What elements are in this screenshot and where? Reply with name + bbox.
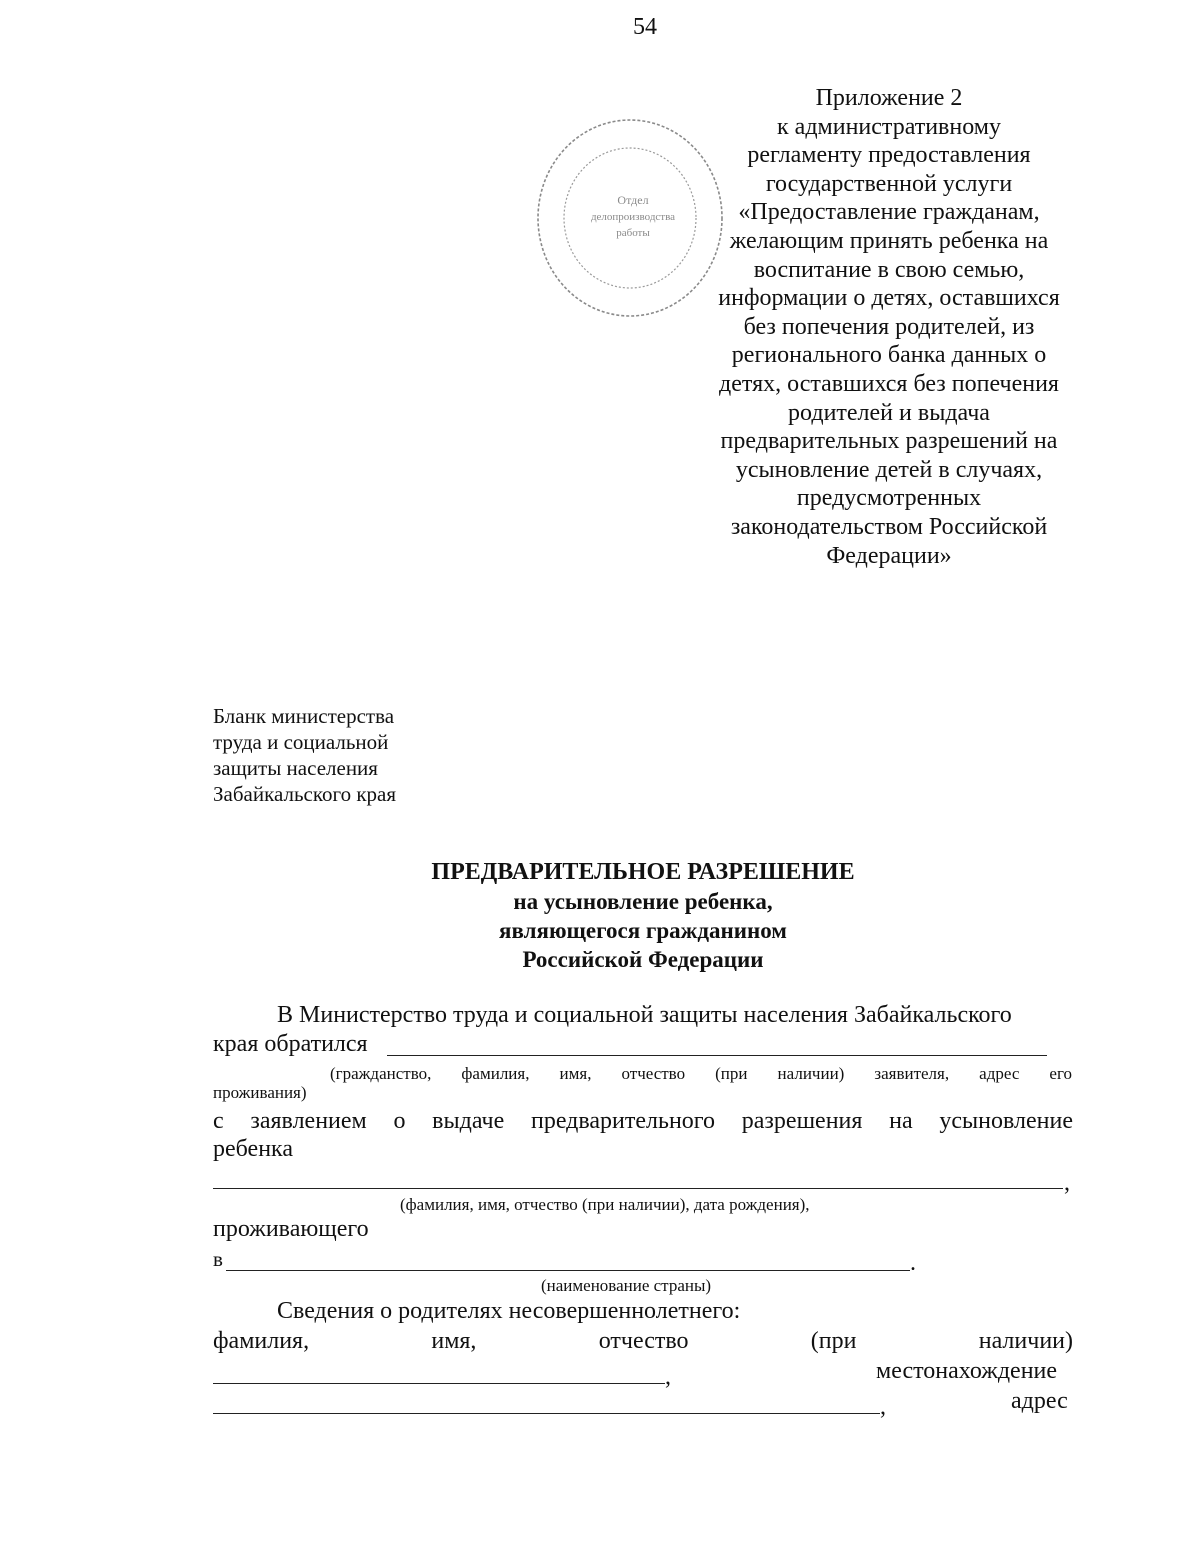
appendix-line-2: к административному [777,113,1001,140]
title-main: ПРЕДВАРИТЕЛЬНОЕ РАЗРЕШЕНИЕ [431,859,855,885]
parents-name-fill-line [213,1383,665,1384]
applicant-hint: (гражданство, фамилия, имя, отчество (при наличии) заявителя, адрес его [330,1064,1072,1083]
appendix-line-4: государственной услуги [765,170,1013,197]
appendix-line-10: регионального банка данных о [731,342,1047,369]
title-sub-1: на усыновление ребенка, [513,889,773,914]
appendix-line-15: предусмотренных [796,485,982,512]
parents-heading: Сведения о родителях несовершеннолетнего: [277,1298,741,1324]
location-comma: , [880,1394,886,1420]
document-title [213,858,1073,974]
appendix-header [700,84,1078,570]
letterhead-line-1: Бланк министерства [213,704,395,728]
appendix-line-3: регламенту предоставления [747,142,1031,169]
applicant-fill-line [387,1055,1047,1056]
paragraph-1-line-1: В Министерство труда и социальной защиты населения Забайкальского [277,1002,1012,1028]
letterhead-line-2: труда и социальной [213,730,389,754]
appendix-line-13: предварительных разрешений на [720,428,1058,455]
child-fill-line [213,1188,1063,1189]
parents-name-line: фамилия, имя, отчество (при наличии) [213,1328,1073,1354]
appendix-line-8: информации о детях, оставшихся [718,285,1060,312]
stamp-line-2: делопроизводства [590,211,676,223]
parents-name-comma: , [665,1364,671,1390]
letterhead-line-4: Забайкальского края [213,782,397,806]
paragraph-2-line-2: ребенка [213,1136,293,1162]
appendix-line-17: Федерации» [826,542,952,569]
ministry-letterhead [213,703,396,807]
applicant-hint-cont: проживания) [213,1083,307,1102]
address-label: адрес [1011,1388,1068,1414]
in-label: в [213,1247,223,1271]
appendix-line-5: «Предоставление гражданам, [738,199,1040,226]
title-sub-2: являющегося гражданином [499,918,787,943]
appendix-line-11: детях, оставшихся без попечения [719,370,1059,397]
appendix-line-14: усыновление детей в случаях, [735,456,1043,483]
appendix-line-1: Приложение 2 [815,85,963,111]
location-fill-line [213,1413,880,1414]
country-fill-line [226,1270,910,1271]
page-number: 54 [633,14,657,40]
title-sub-3: Российской Федерации [522,947,764,972]
letterhead-line-3: защиты населения [213,756,378,780]
paragraph-2-line-1: с заявлением о выдаче предварительного разрешения на усыновление [213,1108,1073,1134]
stamp-line-3: работы [616,227,650,239]
child-hint: (фамилия, имя, отчество (при наличии), дата рождения), [400,1195,810,1214]
paragraph-1-line-2: края обратился [213,1031,368,1057]
appendix-line-9: без попечения родителей, из [743,313,1035,340]
appendix-line-12: родителей и выдача [788,399,990,426]
appendix-line-16: законодательством Российской [730,513,1048,540]
living-label: проживающего [213,1216,369,1242]
country-line-dot: . [910,1250,916,1276]
appendix-line-6: желающим принять ребенка на [729,227,1049,254]
child-line-comma: , [1064,1170,1070,1196]
location-label: местонахождение [876,1358,1058,1384]
country-hint: (наименование страны) [541,1276,712,1295]
appendix-line-7: воспитание в свою семью, [753,256,1025,283]
stamp-line-1: Отдел [617,193,649,207]
